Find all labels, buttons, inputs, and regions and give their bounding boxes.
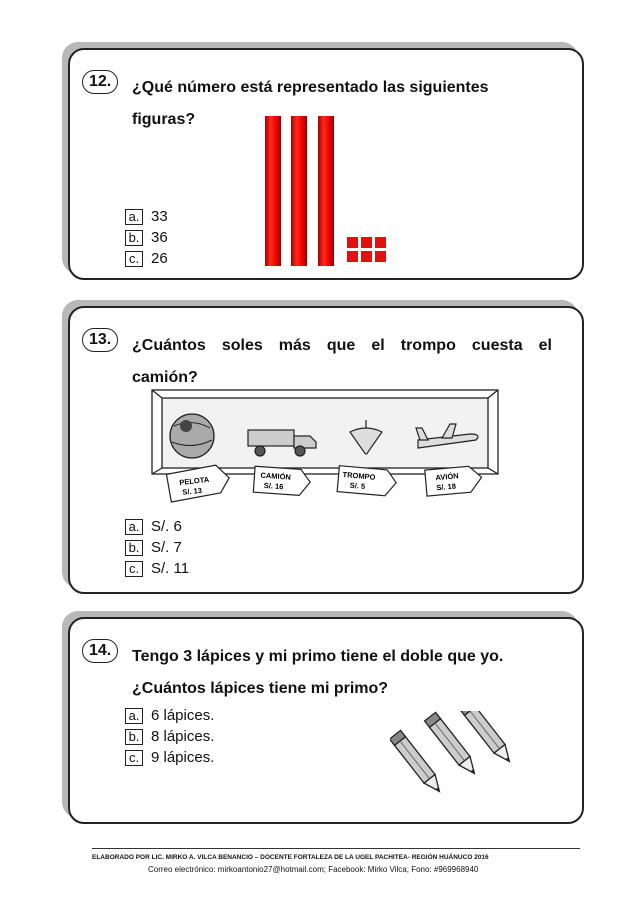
price-tag-pelota [166, 464, 231, 502]
question-line-1: ¿Qué número está representado las siguientes [132, 79, 489, 96]
unit-cube [360, 250, 373, 263]
price-tag-trompo [337, 466, 397, 497]
tag-price: S/. 16 [263, 480, 284, 492]
option-letter: a. [125, 519, 143, 535]
option-b[interactable] [125, 726, 214, 747]
question-line-2: figuras? [132, 111, 196, 128]
unit-cube [360, 236, 373, 249]
tag-price: S/. 5 [349, 480, 366, 492]
option-letter: a. [125, 209, 143, 225]
option-b[interactable] [125, 537, 189, 558]
unit-cube [346, 250, 359, 263]
pencils-illustration [390, 711, 540, 811]
tag-label: PELOTA [178, 474, 210, 488]
option-text: S/. 6 [151, 518, 182, 535]
question-text [132, 72, 489, 136]
option-c[interactable] [125, 558, 189, 579]
option-c[interactable] [125, 747, 214, 768]
page-footer [92, 848, 580, 874]
option-b[interactable] [125, 227, 168, 248]
tag-label: AVIÓN [435, 471, 459, 483]
answer-options [125, 705, 214, 768]
option-text: S/. 7 [151, 539, 182, 556]
option-letter: a. [125, 708, 143, 724]
unit-cube [346, 236, 359, 249]
answer-options [125, 516, 189, 579]
question-card-13 [68, 306, 584, 594]
question-number: 13. [82, 328, 118, 352]
ball-icon [170, 414, 214, 458]
pencil-icon [390, 730, 445, 795]
option-text: 26 [151, 250, 168, 267]
option-text: 8 lápices. [151, 728, 215, 745]
footer-contact: Correo electrónico: mirkoantonio27@hotmail.com; Facebook: Mirko Vilca; Fono: #969968940 [148, 865, 479, 874]
option-letter: c. [125, 561, 143, 577]
option-text: 6 lápices. [151, 707, 215, 724]
question-text [132, 641, 503, 705]
option-letter: b. [125, 540, 143, 556]
question-number: 14. [82, 639, 118, 663]
option-a[interactable] [125, 516, 189, 537]
question-card-12 [68, 48, 584, 280]
tens-rod [291, 116, 307, 266]
option-text: 9 lápices. [151, 749, 215, 766]
option-text: S/. 11 [151, 560, 190, 577]
question-line-2: ¿Cuántos lápices tiene mi primo? [132, 680, 389, 697]
footer-author: ELABORADO POR LIC. MIRKO A. VILCA BENANCIO – DOCENTE FORTALEZA DE LA UGEL PACHITEA- REGIÓN HUÁNUCO 2016 [92, 854, 489, 861]
price-tag-avion [425, 465, 483, 496]
answer-options [125, 206, 168, 269]
tag-price: S/. 13 [181, 485, 203, 497]
option-letter: b. [125, 230, 143, 246]
tag-price: S/. 18 [435, 481, 457, 493]
unit-cube [374, 250, 387, 263]
tens-rod [318, 116, 334, 266]
option-text: 33 [151, 208, 168, 225]
tag-label: TROMPO [342, 470, 376, 482]
question-line-1: ¿Cuántos soles más que el trompo cuesta el [132, 337, 552, 354]
question-text [132, 330, 552, 394]
tens-rod [265, 116, 281, 266]
question-line-1: Tengo 3 lápices y mi primo tiene el doble que yo. [132, 648, 504, 665]
question-line-2: camión? [132, 369, 198, 386]
option-letter: c. [125, 750, 143, 766]
toy-shelf-illustration [150, 388, 500, 518]
option-letter: b. [125, 729, 143, 745]
tag-label: CAMIÓN [260, 470, 292, 482]
question-card-14 [68, 617, 584, 824]
option-text: 36 [151, 229, 168, 246]
option-c[interactable] [125, 248, 168, 269]
unit-cube [374, 236, 387, 249]
option-a[interactable] [125, 206, 168, 227]
price-tag-camion [253, 466, 311, 496]
question-number: 12. [82, 70, 118, 94]
option-letter: c. [125, 251, 143, 267]
option-a[interactable] [125, 705, 214, 726]
